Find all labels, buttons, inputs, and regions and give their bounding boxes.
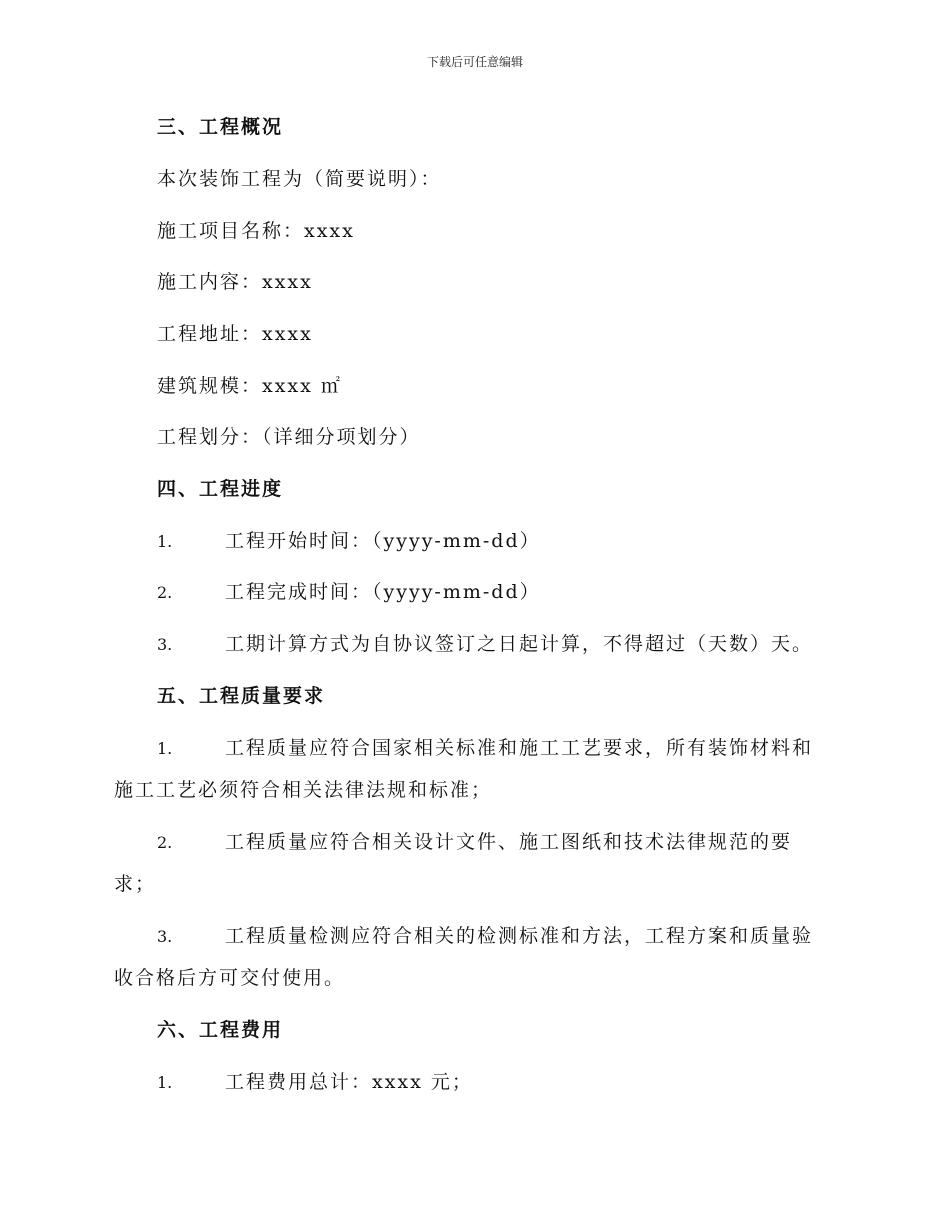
- list-text: 工程质量应符合相关设计文件、施工图纸和技术法律规范的要: [225, 831, 793, 853]
- section-heading-cost: 六、工程费用: [157, 1019, 284, 1041]
- list-number: 2.: [157, 833, 173, 852]
- list-text: 工程完成时间：（yyyy-mm-dd）: [225, 581, 541, 603]
- list-text: 工程费用总计：xxxx 元；: [225, 1071, 473, 1093]
- construction-content-line: 施工内容：xxxx: [157, 271, 313, 293]
- project-division-line: 工程划分：（详细分项划分）: [157, 426, 421, 448]
- project-name-line: 施工项目名称：xxxx: [157, 220, 355, 242]
- section-heading-schedule: 四、工程进度: [157, 478, 284, 500]
- list-text: 工程质量检测应符合相关的检测标准和方法，工程方案和质量验: [225, 925, 814, 947]
- list-item: [157, 736, 813, 761]
- list-item: [157, 1070, 473, 1095]
- list-item-continuation: 求；: [114, 873, 157, 895]
- list-item-continuation: 施工工艺必须符合相关法律法规和标准；: [114, 779, 493, 801]
- section-heading-quality: 五、工程质量要求: [157, 685, 326, 707]
- list-item: [157, 580, 541, 605]
- list-number: 1.: [157, 739, 173, 758]
- overview-intro: 本次装饰工程为（简要说明）：: [157, 168, 442, 190]
- list-item: [157, 830, 792, 855]
- list-item-continuation: 收合格后方可交付使用。: [114, 967, 346, 989]
- list-text: 工期计算方式为自协议签订之日起计算，不得超过（天数）天。: [225, 633, 814, 655]
- building-scale-line: 建筑规模：xxxx ㎡: [157, 375, 342, 397]
- list-number: 1.: [157, 532, 173, 551]
- list-item: [157, 529, 541, 554]
- project-address-line: 工程地址：xxxx: [157, 323, 313, 345]
- list-number: 3.: [157, 927, 173, 946]
- list-text: 工程质量应符合国家相关标准和施工工艺要求，所有装饰材料和: [225, 737, 814, 759]
- list-number: 2.: [157, 583, 173, 602]
- list-item: [157, 632, 813, 657]
- section-heading-overview: 三、工程概况: [157, 116, 284, 138]
- list-text: 工程开始时间：（yyyy-mm-dd）: [225, 530, 541, 552]
- list-number: 1.: [157, 1073, 173, 1092]
- list-item: [157, 924, 813, 949]
- list-number: 3.: [157, 635, 173, 654]
- page-header: 下载后可任意编辑: [426, 55, 523, 69]
